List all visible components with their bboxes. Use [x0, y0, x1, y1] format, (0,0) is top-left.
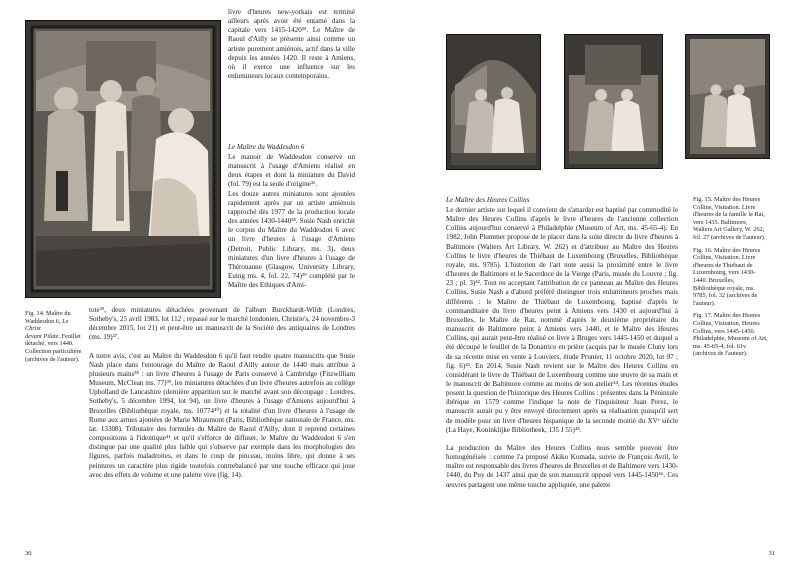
page-number-left: 30 — [25, 550, 32, 557]
figure-15-caption: Fig. 15. Maître des Heures Collins, Visitation. Livre d'heures de la famille le Rat, vers 1435. Baltimore, Walters Art Gallery, W. 262, fol. 27 (archives de l'auteur). — [693, 196, 766, 241]
figure-17-miniature — [685, 34, 770, 159]
visitation-illustration — [565, 35, 662, 168]
paragraph: livre d'heures new-yorkais est terminé ailleurs après avoir été entamé dans la capitale vers 1415-1420³⁵. Le Maître de Raoul d'Ailly se présente ainsi comme un artiste purement amiénois, actif dans la ville depuis les années 1420. Il reste à Amiens, où il exerce une influence sur les enlumineurs locaux contemporains. — [228, 8, 355, 81]
right-column-body — [446, 206, 678, 490]
figure-17-caption: Fig. 17. Maître des Heures Collins, Visitation, Heures Collins, vers 1445-1450. Philadelphie, Museum of Art, ms. 45-65-4, fol. 61v (archives de l'auteur). — [693, 312, 768, 358]
visitation-illustration — [447, 35, 540, 169]
paragraph: tote³⁹, deux miniatures détachées provenant de l'album Burckhardt-Wildt (Londres, Sotheby's, 25 avril 1983, lot 112 ; repassé sur le marché londonien, Christie's, 24 novembre-3 décembre 2015, lot 21) et peut-être un manuscrit de la Société des antiquaires de Londres (ms. 19)³⁷. — [89, 306, 355, 342]
figure-14-caption: Fig. 14. Maître du Waddesdon 6, Le Christ devant Pilate. Feuillet détaché, vers 1440. Collection particulière (archives de l'auteur). — [25, 310, 82, 363]
figure-16-caption: Fig. 16. Maître des Heures Collins, Visitation. Livre d'heures de Thiébaut de Luxembourg, vers 1430-1440. Bruxelles, Bibliothèque royale, ms. 9785, fol. 32 (archives de l'auteur). — [693, 246, 761, 307]
left-column-mid — [228, 153, 355, 290]
paragraph: Les douze autres miniatures sont ajoutées rapidement après par un artiste amiénois rapproché dès 1977 de la production locale des années 1430-1440³⁸. Susie Nash enrichit le corpus du Maître du Waddesdon 6 avec un livre d'heures à l'usage d'Amiens (Detroit, Public Library, ms. 3), deux miniatures d'un livre d'heures à l'usage de Thérouanne (Glasgow, University Library, Euing ms. 4, fol. 22, 74)³⁹ complété par le Maître des Ethiques d'Ami- — [228, 189, 355, 290]
left-column-top — [228, 8, 355, 81]
page-number-right: 31 — [768, 550, 775, 557]
paragraph: Le manoir de Waddesdon conserve un manuscrit à l'usage d'Amiens réalisé en deux étapes et dont la miniature du David (fol. 79) est la seule d'origine³⁶. — [228, 153, 355, 189]
left-column-full — [89, 306, 355, 480]
paragraph: A notre avis, c'est au Maître du Waddesdon 6 qu'il faut rendre quatre manuscrits que Susie Nash place dans l'entourage du Maître de Raoul d'Ailly autour de 1440 mais attribue à plusieurs mains³⁸ : un livre d'heures à l'usage de Paris conservé à Cambridge (Fitzwilliam Museum, McClean ms. 77)³⁹, les miniatures détachées d'un livre d'heures autrefois au collège Upholland de Lancashire (dernière apparition sur le marché avant son découpage : Londres, Sotheby's, 5 décembre 1994, lot 94), un livre d'heures à l'usage d'Amiens aujourd'hui à Bruxelles (Bibliothèque royale, ms. 10774⁴⁰) et la totalité d'un livre d'heures à l'usage de Rome aux armes ajoutées de Marie Miraumont (Paris, Bibliothèque nationale de France, ms. lat. 13308). Tributaire des formules du Maître de Raoul d'Ailly, dont il reprend certaines compositions à l'identique⁴¹ et qu'il s'efforce de diffuser, le Maître du Waddesdon 6 s'en distingue par une qualité plus faible qui s'observe par exemple dans les morphologies des figures, parfois maladroites, et dans le coup de pinceau, moins libre, qui donne à ses peintures un caractère plus rigide toutefois contrebalancé par une touche efficace qui joue avec des effets de volume et une palette vive (fig. 14). — [89, 351, 355, 479]
right-page — [400, 0, 800, 567]
section-heading-collins: Le Maître des Heures Collins — [446, 196, 530, 204]
figure-16-miniature — [564, 34, 663, 169]
paragraph: Le dernier artiste sur lequel il convient de s'attarder est baptisé par commodité le Maître des Heures Collins d'après le livre d'heures de l'ancienne collection Collins aujourd'hui conservé à Philadelphie (Museum of Art, ms. 45-65-4). En 1982, John Plummer propose de le placer dans la suite directe du livre d'heures à Baltimore (Walters Art Library, W. 262) et d'attribuer au Maître des Heures Collins le livre d'heures de Thiébaut de Luxembourg (Bruxelles, Bibliothèque royale, ms. 9785). L'historien de l'art note aussi la proximité entre le livre d'heures de Baltimore et le Sacerdoce de la Vierge (Paris, musée du Louvre ; fig. 23 ; pl. 3)⁴². Tout en acceptant l'attribution de ce panneau au Maître des Heures Collins, Susie Nash a d'abord préféré distinguer trois enlumineurs proches mais différents : le Maître de Thiébaut de Luxembourg, baptisé d'après le commanditaire du livre d'heures peint à Amiens vers 1430 et aujourd'hui à Bruxelles, le Maître de Rat, nommé d'après le deuxième propriétaire du manuscrit de Baltimore peint à Amiens vers 1440, et le Maître des Heures Collins, qui aurait peut-être réalisé ce livre à Bruges vers 1445-1450 et duquel a été découpé le feuillet de la Donatrice en prière (acquis par le musée Cluny lors de sa récente mise en vente à Louviers, étude Prunier, 11 octobre 2020, lot 97 ; fig. 6)⁴³. En 2014, Susie Nash revient sur le Maître des Heures Collins en considérant le livre de Thiébaut de Luxembourg comme une œuvre de sa main et le manuscrit de Baltimore comme au moins de son atelier⁴⁴. Les récentes études posent la question de l'historique des Heures Collins : présentes dans la Péninsule ibérique en 1579 comme l'indique la note de l'inquisiteur Juan Perez, le manuscrit aurait pu y être envoyé directement après sa réalisation puisqu'il sert de modèle pour un livre d'heures hispanique de la seconde moitié du XVᵉ siècle (La Haye, Koninklijke Bibliotheek, 135 J 55)⁴⁵. — [446, 206, 678, 434]
paragraph: La production du Maître des Heures Collins nous semble pouvoir être homogénéisée : comme l'a proposé Akiko Komada, suivie de François Avril, le maître est responsable des livres d'heures de Bruxelles et de Baltimore vers 1430-1440, du Puy de 1437 ainsi que de son manuscrit opposé vers 1445-1450⁴⁶. Ces œuvres partagent une même touche appliquée, une palette — [446, 443, 678, 489]
figure-14-miniature — [25, 20, 221, 298]
miniature-illustration — [26, 21, 220, 297]
section-heading-waddesdon: Le Maître du Waddesdon 6 — [228, 143, 305, 151]
figure-captions-right — [693, 196, 768, 363]
figure-15-miniature — [446, 34, 541, 170]
visitation-illustration — [686, 35, 769, 158]
